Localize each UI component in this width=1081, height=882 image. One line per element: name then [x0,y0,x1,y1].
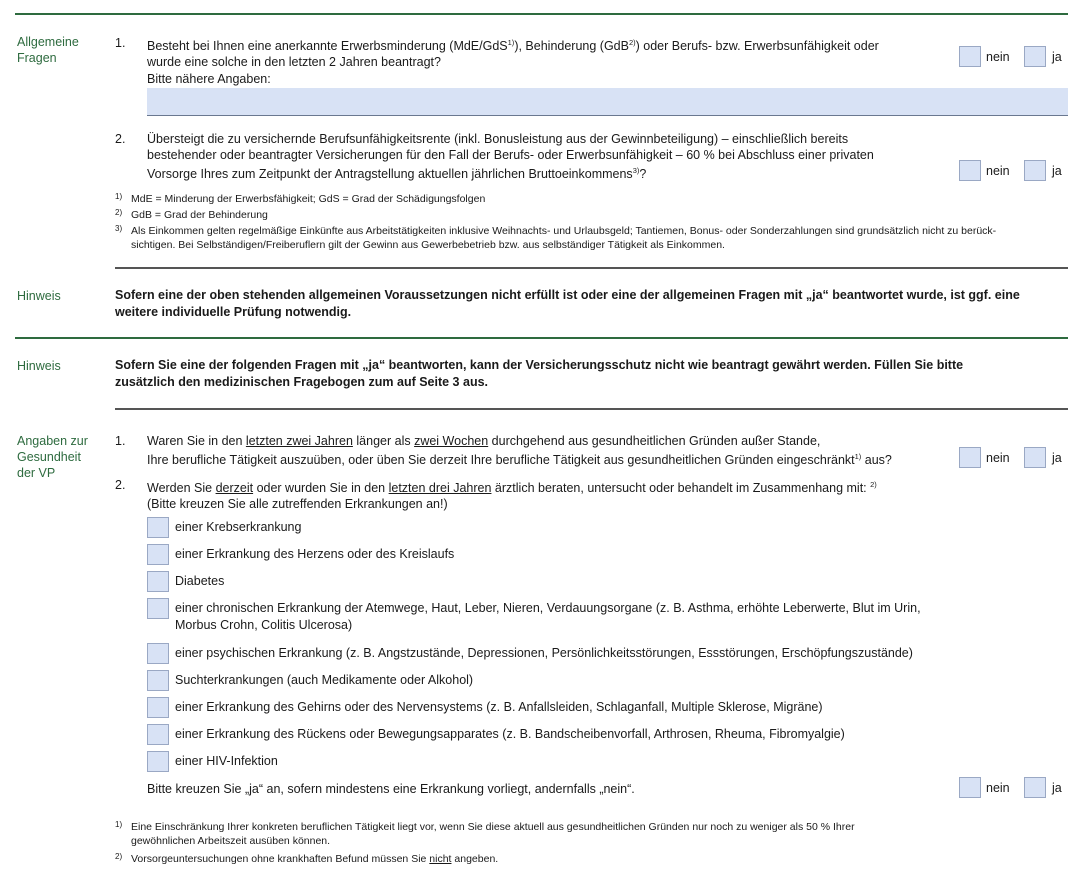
answer-yes-label: ja [1052,164,1062,178]
checkbox-condition-psychic[interactable] [147,643,169,664]
divider [115,408,1068,410]
question-number: 2. [115,478,126,492]
condition-label: einer HIV-Infektion [175,754,278,768]
checkbox-condition-heart[interactable] [147,544,169,565]
checkbox-health-1-no[interactable] [959,447,981,468]
question-number: 2. [115,132,126,146]
section-rule [15,337,1068,339]
footnote-mark: 3) [115,224,123,233]
section-label-health: Angaben zur Gesundheit der VP [17,434,88,480]
footnote-mark: 1) [115,192,123,201]
checkbox-general-2-yes[interactable] [1024,160,1046,181]
condition-label: einer Erkrankung des Rückens oder Bewegungsapparates (z. B. Bandscheibenvorfall, Arthrosen, Rheuma, Fibromyalgie) [175,727,845,741]
footnote-health-2: Vorsorgeuntersuchungen ohne krankhaften Befund müssen Sie nicht angeben. [131,853,499,865]
checkbox-condition-chronic[interactable] [147,598,169,619]
section-label-general: Allgemeine Fragen [17,35,79,65]
condition-label: einer Krebserkrankung [175,520,302,534]
section-label-hint: Hinweis [17,359,61,373]
footnote-3: Als Einkommen gelten regelmäßige Einkünfte aus Arbeitstätigkeiten inklusive Weihnachts- und Urlaubsgeld; Tantiemen, Bonus- oder Sonderzahlungen sind grundsätzlich nicht zu berück- sichtigen. Bei Selbständigen/Freiberuflern gilt der Gewinn aus Gewerbebetrieb bzw. aus selbständiger Tätigkeit als Einkommen. [131,225,997,251]
footnote-1: MdE = Minderung der Erwerbsfähigkeit; GdS = Grad der Schädigungsfolgen [131,193,486,205]
answer-no-label: nein [986,781,1010,795]
checkbox-condition-addiction[interactable] [147,670,169,691]
checkbox-condition-diabetes[interactable] [147,571,169,592]
details-label: Bitte nähere Angaben: [147,72,271,86]
footnote-mark: 2) [115,852,123,861]
question-health-1: Waren Sie in den letzten zwei Jahren länger als zwei Wochen durchgehend aus gesundheitlichen Gründen außer Stande, Ihre berufliche Tätigkeit auszuüben, oder üben Sie derzeit Ihre berufliche Tätigkeit aus gesundheitlichen Gründen eingeschränkt$^{1)}$ aus? [147,434,892,468]
answer-yes-label: ja [1052,451,1062,465]
section-label-hint: Hinweis [17,289,61,303]
checkbox-condition-brain[interactable] [147,697,169,718]
checkbox-health-1-yes[interactable] [1024,447,1046,468]
question-general-1: Besteht bei Ihnen eine anerkannte Erwerbsminderung (MdE/GdS$^{1)}$), Behinderung (GdB$^{2)}$) oder Berufs- bzw. Erwerbsunfähigkeit oder wurde eine solche in den letzten 2 Jahren beantragt? [147,38,879,70]
footnote-mark: 1) [115,820,123,829]
checkbox-health-2-no[interactable] [959,777,981,798]
top-rule [15,13,1068,15]
condition-label: einer Erkrankung des Gehirns oder des Nervensystems (z. B. Anfallsleiden, Schlaganfall, Multiple Sklerose, Migräne) [175,700,823,714]
condition-label: Suchterkrankungen (auch Medikamente oder Alkohol) [175,673,474,687]
question-number: 1. [115,434,126,448]
details-input[interactable] [147,88,1068,116]
answer-yes-label: ja [1052,50,1062,64]
divider [115,267,1068,269]
footnote-mark: 2) [115,208,123,217]
answer-no-label: nein [986,164,1010,178]
answer-no-label: nein [986,50,1010,64]
hint-text-1: Sofern eine der oben stehenden allgemeinen Voraussetzungen nicht erfüllt ist oder eine der allgemeinen Fragen mit „ja“ beantwortet wurde, ist ggf. eine weitere individuelle Prüfung notwendig. [115,288,1020,319]
checkbox-condition-back[interactable] [147,724,169,745]
condition-label: einer chronischen Erkrankung der Atemwege, Haut, Leber, Nieren, Verdauungsorgane (z. B. Asthma, erhöhte Leberwerte, Blut im Urin, Morbus Crohn, Colitis Ulcerosa) [175,601,921,632]
checkbox-general-1-no[interactable] [959,46,981,67]
answer-no-label: nein [986,451,1010,465]
checkbox-condition-cancer[interactable] [147,517,169,538]
question-number: 1. [115,36,126,50]
answer-yes-label: ja [1052,781,1062,795]
footnote-health-1: Eine Einschränkung Ihrer konkreten beruflichen Tätigkeit liegt vor, wenn Sie diese aktuell aus gesundheitlichen Gründen nur noch zu weniger als 50 % Ihrer gewöhnlichen Arbeitszeit ausüben können. [131,821,855,847]
condition-label: Diabetes [175,574,225,588]
hint-text-2: Sofern Sie eine der folgenden Fragen mit „ja“ beantworten, kann der Versicherungsschutz nicht wie beantragt gewährt werden. Füllen Sie bitte zusätzlich den medizinischen Fragebogen zum auf Seite 3 aus. [115,358,964,389]
checkbox-health-2-yes[interactable] [1024,777,1046,798]
condition-label: einer psychischen Erkrankung (z. B. Angstzustände, Depressionen, Persönlichkeitsstörungen, Essstörungen, Erschöpfungszustände) [175,646,913,660]
question-general-2: Übersteigt die zu versichernde Berufsunfähigkeitsrente (inkl. Bonusleistung aus der Gewinnbeteiligung) – einschließlich bereits bestehender oder beantragter Versicherungen für den Fall der Berufs- oder Erwerbsunfähigkeit – 60 % bei Abschluss einer privaten Vorsorge Ihres zum Zeitpunkt der Antragstellung aktuellen jährlichen Bruttoeinkommens$^{3)}$? [147,132,874,182]
summary-instruction: Bitte kreuzen Sie „ja“ an, sofern mindestens eine Erkrankung vorliegt, andernfalls „nein“. [147,782,635,796]
checkbox-condition-hiv[interactable] [147,751,169,772]
condition-label: einer Erkrankung des Herzens oder des Kreislaufs [175,547,455,561]
footnote-2: GdB = Grad der Behinderung [131,209,268,221]
checkbox-general-1-yes[interactable] [1024,46,1046,67]
checkbox-general-2-no[interactable] [959,160,981,181]
question-health-2: Werden Sie derzeit oder wurden Sie in den letzten drei Jahren ärztlich beraten, untersucht oder behandelt im Zusammenhang mit: $^{2)}$ (Bitte kreuzen Sie alle zutreffenden Erkrankungen an!) [147,480,877,512]
